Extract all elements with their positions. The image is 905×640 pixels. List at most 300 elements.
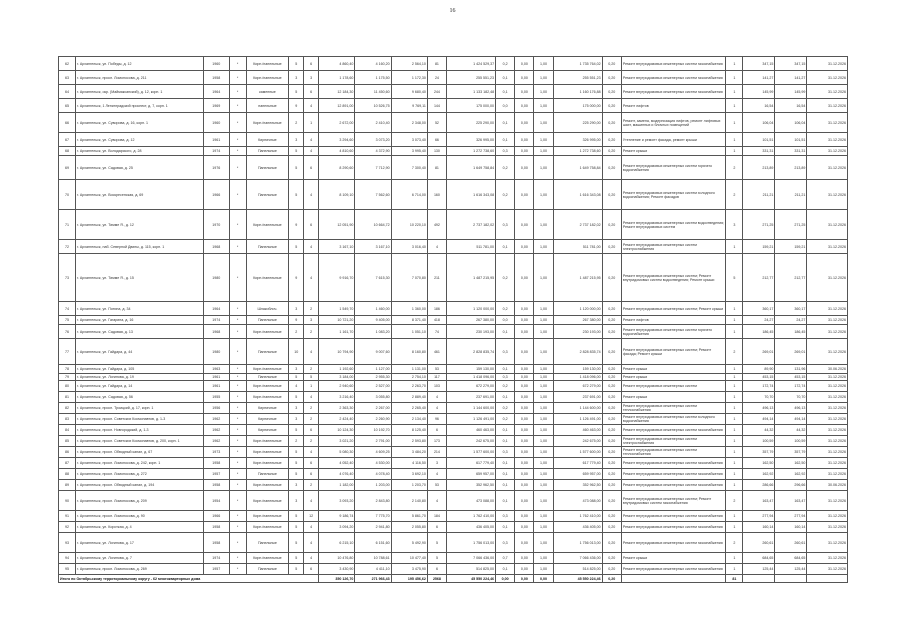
cell-s3: 3 692,10 xyxy=(391,469,427,480)
cell-s2: 4 078,40 xyxy=(355,469,391,480)
cell-a: * xyxy=(229,403,246,414)
cell-s2: 2 267,00 xyxy=(355,403,391,414)
cell-last: 31.12.2026 xyxy=(807,210,848,240)
cell-k: 1 xyxy=(726,99,743,113)
cell-en: 4 xyxy=(304,339,319,365)
cell-works: Ремонт внутридомовых инженерных систем теплоснабжения xyxy=(621,447,725,458)
cell-p2: 357,79 xyxy=(775,447,807,458)
cell-fl: 3 xyxy=(289,414,304,425)
cell-wall: Кирп./панельные xyxy=(246,447,289,458)
cell-a: * xyxy=(229,553,246,564)
cell-s2: 1 127,00 xyxy=(355,365,391,374)
cell-cost: 473 088,00 xyxy=(447,491,496,511)
cell-last: 30.06.2026 xyxy=(807,480,848,491)
cell-wall: Панельные xyxy=(246,316,289,325)
cell-last: 31.12.2026 xyxy=(807,511,848,522)
cell-fl: 5 xyxy=(289,511,304,522)
cell-s1: 8 290,60 xyxy=(319,156,355,180)
cell-en: 6 xyxy=(304,469,319,480)
cell-no: 93 xyxy=(59,533,76,553)
cell-c6: 0,2 xyxy=(496,403,515,414)
cell-total: 1 616 343,08 xyxy=(553,180,602,210)
cell-a: * xyxy=(229,113,246,133)
cell-p1: 162,92 xyxy=(743,469,775,480)
cell-addr: г. Архангельск, ул. Гагарина, д. 16 xyxy=(76,316,204,325)
table-row xyxy=(59,414,848,425)
cell-c9: 0,20 xyxy=(602,381,621,392)
cell-k: 1 xyxy=(726,71,743,85)
cell-s3: 2 754,10 xyxy=(391,374,427,381)
cell-total: 225 290,00 xyxy=(553,113,602,133)
cell-en: 2 xyxy=(304,325,319,339)
cell-k: 1 xyxy=(726,425,743,436)
cell-year: 1960 xyxy=(203,57,229,71)
cell-c9: 0,20 xyxy=(602,113,621,133)
cell-c8: 1,00 xyxy=(534,85,553,99)
cell-res: 6 xyxy=(427,425,446,436)
cell-en: 6 xyxy=(304,458,319,469)
cell-wall: Кирп./панельные xyxy=(246,553,289,564)
cell-cost: 326 995,00 xyxy=(447,133,496,147)
cell-fl: 9 xyxy=(289,210,304,240)
cell-last: 31.12.2026 xyxy=(807,447,848,458)
cell-year: 1964 xyxy=(203,85,229,99)
cell-no: 68 xyxy=(59,147,76,156)
table-row xyxy=(59,511,848,522)
cell-en: 6 xyxy=(304,57,319,71)
cell-p1: 24,27 xyxy=(743,316,775,325)
cell-p2: 211,21 xyxy=(775,180,807,210)
cell-fl: 5 xyxy=(289,469,304,480)
cell-c9: 0,20 xyxy=(602,436,621,447)
cell-s2: 4 160,20 xyxy=(355,57,391,71)
cell-s1: 1 182,00 xyxy=(319,480,355,491)
table-row xyxy=(59,381,848,392)
cell-s1: 1 178,60 xyxy=(319,71,355,85)
cell-s1: 2 940,60 xyxy=(319,381,355,392)
cell-s3: 1 360,00 xyxy=(391,302,427,316)
cell-a: * xyxy=(229,458,246,469)
cell-en: 6 xyxy=(304,156,319,180)
cell-s3: 1 051,10 xyxy=(391,325,427,339)
cell-en: 5 xyxy=(304,374,319,381)
total-c8: 0,00 xyxy=(534,575,553,583)
cell-s1: 3 216,40 xyxy=(319,392,355,403)
cell-year: 1974 xyxy=(203,553,229,564)
cell-c7: 0,00 xyxy=(515,316,534,325)
cell-wall: Панельные xyxy=(246,180,289,210)
cell-k: 1 xyxy=(726,113,743,133)
cell-res: 3 xyxy=(427,458,446,469)
cell-a: * xyxy=(229,339,246,365)
cell-c7: 0,00 xyxy=(515,553,534,564)
cell-total: 230 193,00 xyxy=(553,325,602,339)
cell-c6: 0,1 xyxy=(496,85,515,99)
cell-c8: 1,00 xyxy=(534,491,553,511)
cell-c6: 0,1 xyxy=(496,240,515,254)
cell-a: * xyxy=(229,180,246,210)
cell-total: 2 828 835,74 xyxy=(553,339,602,365)
cell-s3: 2 134,40 xyxy=(391,414,427,425)
cell-k: 1 xyxy=(726,133,743,147)
cell-total: 1 126 491,00 xyxy=(553,414,602,425)
cell-wall: Кирп./панельные xyxy=(246,210,289,240)
cell-year: 1958 xyxy=(203,480,229,491)
cell-addr: г. Архангельск, ул. Тимме Я., д. 15 xyxy=(76,254,204,302)
cell-a: * xyxy=(229,240,246,254)
cell-s1: 2 424,40 xyxy=(319,414,355,425)
cell-c7: 0,00 xyxy=(515,147,534,156)
cell-en: 6 xyxy=(304,210,319,240)
cell-works: Ремонт, замена, модернизация лифтов, ремонт лифтовых шахт, машинных и блочных помещений xyxy=(621,113,725,133)
table-row xyxy=(59,113,848,133)
table-row xyxy=(59,480,848,491)
cell-k: 1 xyxy=(726,447,743,458)
cell-works: Ремонт внутридомовых инженерных систем газоснабжения xyxy=(621,564,725,575)
cell-wall: Панельные xyxy=(246,533,289,553)
cell-p1: 277,94 xyxy=(743,511,775,522)
cell-fl: 3 xyxy=(289,365,304,374)
cell-c9: 0,20 xyxy=(602,99,621,113)
cell-s1: 10 721,20 xyxy=(319,316,355,325)
cell-s3: 3 073,40 xyxy=(391,133,427,147)
cell-no: 87 xyxy=(59,458,76,469)
table-row xyxy=(59,71,848,85)
cell-works: Ремонт внутридомовых инженерных систем электроснабжения xyxy=(621,240,725,254)
cell-no: 66 xyxy=(59,113,76,133)
cell-res: 74 xyxy=(427,325,446,339)
cell-s1: 4 860,40 xyxy=(319,57,355,71)
cell-res: 117 xyxy=(427,374,446,381)
cell-s3: 5 861,70 xyxy=(391,511,427,522)
cell-c7: 0,00 xyxy=(515,156,534,180)
cell-no: 73 xyxy=(59,254,76,302)
cell-c6: 0,3 xyxy=(496,511,515,522)
cell-p1: 163,47 xyxy=(743,491,775,511)
cell-works: Ремонт крыши xyxy=(621,392,725,403)
cell-res: 53 xyxy=(427,480,446,491)
cell-c8: 1,00 xyxy=(534,374,553,381)
cell-wall: Шлакоблоч. xyxy=(246,302,289,316)
cell-c6: 0,2 xyxy=(496,180,515,210)
cell-c7: 0,00 xyxy=(515,414,534,425)
cell-s1: 9 186,74 xyxy=(319,511,355,522)
cell-total: 159 130,00 xyxy=(553,365,602,374)
cell-s1: 12 891,00 xyxy=(319,99,355,113)
cell-s2: 7 775,70 xyxy=(355,511,391,522)
cell-c8: 1,00 xyxy=(534,458,553,469)
cell-fl: 9 xyxy=(289,254,304,302)
cell-k: 1 xyxy=(726,553,743,564)
cell-s3: 2 348,00 xyxy=(391,113,427,133)
cell-c8: 1,00 xyxy=(534,147,553,156)
cell-en: 4 xyxy=(304,147,319,156)
cell-c7: 0,00 xyxy=(515,511,534,522)
cell-no: 92 xyxy=(59,522,76,533)
cell-year: 1974 xyxy=(203,316,229,325)
cell-last: 31.12.2026 xyxy=(807,374,848,381)
cell-wall: Кирп./панельные xyxy=(246,254,289,302)
cell-c6: 0,2 xyxy=(496,302,515,316)
cell-fl: 5 xyxy=(289,85,304,99)
cell-c8: 1,00 xyxy=(534,180,553,210)
cell-last: 31.12.2026 xyxy=(807,425,848,436)
cell-s1: 1 192,60 xyxy=(319,365,355,374)
table-row xyxy=(59,85,848,99)
cell-fl: 5 xyxy=(289,522,304,533)
cell-fl: 5 xyxy=(289,553,304,564)
cell-p1: 162,50 xyxy=(743,458,775,469)
cell-year: 1960 xyxy=(203,113,229,133)
cell-addr: г. Архангельск, просп. Ломоносова, д. 211 xyxy=(76,71,204,85)
cell-c9: 0,20 xyxy=(602,491,621,511)
cell-cost: 1 762 410,00 xyxy=(447,511,496,522)
cell-p1: 186,45 xyxy=(743,325,775,339)
cell-c7: 0,00 xyxy=(515,133,534,147)
cell-a: * xyxy=(229,469,246,480)
cell-last: 31.12.2026 xyxy=(807,85,848,99)
cell-s2: 10 526,75 xyxy=(355,99,391,113)
cell-c8: 1,00 xyxy=(534,254,553,302)
cell-k: 1 xyxy=(726,392,743,403)
cell-c6: 0,3 xyxy=(496,339,515,365)
cell-c6: 0,3 xyxy=(496,533,515,553)
cell-last: 31.12.2026 xyxy=(807,403,848,414)
cell-p1: 160,14 xyxy=(743,522,775,533)
cell-en: 1 xyxy=(304,113,319,133)
cell-no: 76 xyxy=(59,325,76,339)
cell-addr: г. Архангельск, ул. Гайдара, д. 105 xyxy=(76,365,204,374)
cell-wall: Кирп./панельные xyxy=(246,392,289,403)
cell-s2: 10 192,70 xyxy=(355,425,391,436)
cell-a: * xyxy=(229,491,246,511)
cell-p2: 360,17 xyxy=(775,302,807,316)
cell-total: 1 272 738,60 xyxy=(553,147,602,156)
cell-en: 2 xyxy=(304,414,319,425)
cell-p1: 331,31 xyxy=(743,147,775,156)
table-row xyxy=(59,392,848,403)
cell-p1: 684,65 xyxy=(743,553,775,564)
table-row xyxy=(59,469,848,480)
cell-s2: 3 055,80 xyxy=(355,392,391,403)
cell-year: 1968 xyxy=(203,240,229,254)
cell-c9: 0,20 xyxy=(602,71,621,85)
cell-s3: 1 172,30 xyxy=(391,71,427,85)
cell-a: * xyxy=(229,374,246,381)
cell-en: 4 xyxy=(304,392,319,403)
cell-c8: 1,00 xyxy=(534,425,553,436)
cell-k: 2 xyxy=(726,339,743,365)
table-row xyxy=(59,533,848,553)
cell-works: Ремонт внутридомовых инженерных систем газоснабжения xyxy=(621,425,725,436)
cell-res: 184 xyxy=(427,511,446,522)
cell-s2: 11 450,60 xyxy=(355,85,391,99)
cell-total: 1 160 176,88 xyxy=(553,85,602,99)
cell-works: Ремонт внутридомовых инженерных систем теплоснабжения xyxy=(621,403,725,414)
cell-year: 1966 xyxy=(203,180,229,210)
cell-total: 659 957,00 xyxy=(553,469,602,480)
cell-fl: 9 xyxy=(289,99,304,113)
cell-addr: г. Архангельск, просп. Советских Космонавтов, д. 1-3 xyxy=(76,414,204,425)
cell-last: 31.12.2026 xyxy=(807,436,848,447)
cell-p2: 172,74 xyxy=(775,381,807,392)
cell-c9: 0,20 xyxy=(602,57,621,71)
cell-cost: 1 272 738,60 xyxy=(447,147,496,156)
cell-works: Утепление и ремонт фасада, ремонт крыши xyxy=(621,133,725,147)
cell-p2: 162,50 xyxy=(775,458,807,469)
cell-total: 267 380,00 xyxy=(553,316,602,325)
total-empty-cell xyxy=(807,575,848,583)
cell-works: Ремонт внутридомовых инженерных систем газоснабжения xyxy=(621,522,725,533)
cell-year: 1961 xyxy=(203,133,229,147)
cell-cost: 1 144 600,00 xyxy=(447,403,496,414)
cell-c6: 0,2 xyxy=(496,254,515,302)
cell-wall: Панельные xyxy=(246,156,289,180)
cell-fl: 5 xyxy=(289,156,304,180)
total-row xyxy=(59,575,848,583)
cell-c8: 1,00 xyxy=(534,480,553,491)
cell-p2: 145,99 xyxy=(775,85,807,99)
cell-p2: 16,54 xyxy=(775,99,807,113)
cell-p1: 286,66 xyxy=(743,480,775,491)
cell-c6: 0,3 xyxy=(496,147,515,156)
cell-p2: 101,51 xyxy=(775,133,807,147)
cell-en: 4 xyxy=(304,99,319,113)
cell-last: 31.12.2026 xyxy=(807,564,848,575)
cell-c7: 0,00 xyxy=(515,57,534,71)
cell-total: 175 000,00 xyxy=(553,99,602,113)
cell-fl: 3 xyxy=(289,491,304,511)
cell-s3: 2 265,40 xyxy=(391,403,427,414)
cell-a: * xyxy=(229,85,246,99)
cell-p2: 106,04 xyxy=(775,113,807,133)
total-empty-cell xyxy=(743,575,775,583)
cell-wall: Панельные xyxy=(246,469,289,480)
cell-cost: 514 825,00 xyxy=(447,564,496,575)
cell-c9: 0,20 xyxy=(602,425,621,436)
cell-last: 31.12.2026 xyxy=(807,392,848,403)
cell-fl: 10 xyxy=(289,339,304,365)
cell-c7: 0,00 xyxy=(515,447,534,458)
cell-s3: 6 714,00 xyxy=(391,180,427,210)
cell-total: 672 279,00 xyxy=(553,381,602,392)
cell-works: Ремонт крыши xyxy=(621,374,725,381)
cell-s2: 2 843,80 xyxy=(355,491,391,511)
cell-last: 31.12.2026 xyxy=(807,254,848,302)
cell-a: * xyxy=(229,533,246,553)
cell-p2: 271,25 xyxy=(775,210,807,240)
cell-wall: Кирп./панельные xyxy=(246,381,289,392)
cell-fl: 5 xyxy=(289,458,304,469)
cell-c9: 0,20 xyxy=(602,458,621,469)
cell-a: * xyxy=(229,133,246,147)
cell-p1: 89,90 xyxy=(743,365,775,374)
cell-year: 1968 xyxy=(203,325,229,339)
cell-no: 71 xyxy=(59,210,76,240)
cell-total: 1 577 600,00 xyxy=(553,447,602,458)
cell-no: 88 xyxy=(59,469,76,480)
cell-s2: 1 203,00 xyxy=(355,480,391,491)
cell-c6: 0,1 xyxy=(496,436,515,447)
cell-s1: 5 080,30 xyxy=(319,447,355,458)
total-s1: 350 126,70 xyxy=(319,575,355,583)
table-row xyxy=(59,156,848,180)
cell-en: 6 xyxy=(304,85,319,99)
cell-last: 31.12.2026 xyxy=(807,458,848,469)
cell-a: * xyxy=(229,71,246,85)
cell-last: 31.12.2026 xyxy=(807,133,848,147)
cell-cost: 1 577 600,00 xyxy=(447,447,496,458)
cell-works: Ремонт внутридомовых инженерных систем газоснабжения xyxy=(621,533,725,553)
table-row xyxy=(59,240,848,254)
table-row xyxy=(59,180,848,210)
cell-cost: 175 000,00 xyxy=(447,99,496,113)
cell-s3: 9 680,40 xyxy=(391,85,427,99)
cell-addr: г. Архангельск, ул. Садовая, д. 56 xyxy=(76,392,204,403)
cell-fl: 5 xyxy=(289,147,304,156)
cell-c7: 0,00 xyxy=(515,436,534,447)
table-row xyxy=(59,57,848,71)
cell-s2: 2 527,00 xyxy=(355,381,391,392)
cell-cost: 267 380,00 xyxy=(447,316,496,325)
cell-p2: 44,32 xyxy=(775,425,807,436)
cell-year: 1980 xyxy=(203,339,229,365)
cell-wall: Кирп./панельные xyxy=(246,113,289,133)
cell-fl: 5 xyxy=(289,392,304,403)
cell-s3: 2 055,80 xyxy=(391,522,427,533)
cell-cost: 659 957,00 xyxy=(447,469,496,480)
cell-s2: 1 083,20 xyxy=(355,325,391,339)
cell-no: 94 xyxy=(59,553,76,564)
cell-c8: 1,00 xyxy=(534,316,553,325)
cell-no: 89 xyxy=(59,480,76,491)
cell-p1: 347,15 xyxy=(743,57,775,71)
cell-c7: 0,00 xyxy=(515,522,534,533)
cell-k: 2 xyxy=(726,156,743,180)
cell-a: * xyxy=(229,316,246,325)
cell-c9: 0,20 xyxy=(602,180,621,210)
cell-c6: 0,1 xyxy=(496,392,515,403)
cell-k: 1 xyxy=(726,381,743,392)
cell-last: 31.12.2026 xyxy=(807,553,848,564)
cell-res: 81 xyxy=(427,156,446,180)
cell-s2: 7 562,60 xyxy=(355,180,391,210)
table-row xyxy=(59,302,848,316)
cell-wall: Кирп./панельные xyxy=(246,458,289,469)
cell-year: 1970 xyxy=(203,210,229,240)
cell-works: Ремонт внутридомовых инженерных систем; Ремонт внутридомовых систем газоснабжения xyxy=(621,491,725,511)
cell-wall: Кирп./панельные xyxy=(246,436,289,447)
cell-total: 436 405,00 xyxy=(553,522,602,533)
cell-addr: г. Архангельск, просп. Ломоносова, д. 209 xyxy=(76,491,204,511)
cell-wall: Кирп./панельные xyxy=(246,480,289,491)
cell-works: Ремонт внутридомовых инженерных систем xyxy=(621,381,725,392)
total-s2: 271 966,43 xyxy=(355,575,391,583)
cell-p2: 141,27 xyxy=(775,71,807,85)
cell-s1: 4 052,40 xyxy=(319,458,355,469)
cell-cost: 1 418 096,00 xyxy=(447,374,496,381)
cell-c9: 0,20 xyxy=(602,133,621,147)
cell-p1: 260,61 xyxy=(743,533,775,553)
cell-fl: 5 xyxy=(289,374,304,381)
cell-en: 4 xyxy=(304,254,319,302)
cell-fl: 2 xyxy=(289,113,304,133)
cell-c6: 0,1 xyxy=(496,458,515,469)
cell-p2: 331,31 xyxy=(775,147,807,156)
cell-a: * xyxy=(229,392,246,403)
cell-fl: 3 xyxy=(289,71,304,85)
cell-p2: 453,15 xyxy=(775,374,807,381)
